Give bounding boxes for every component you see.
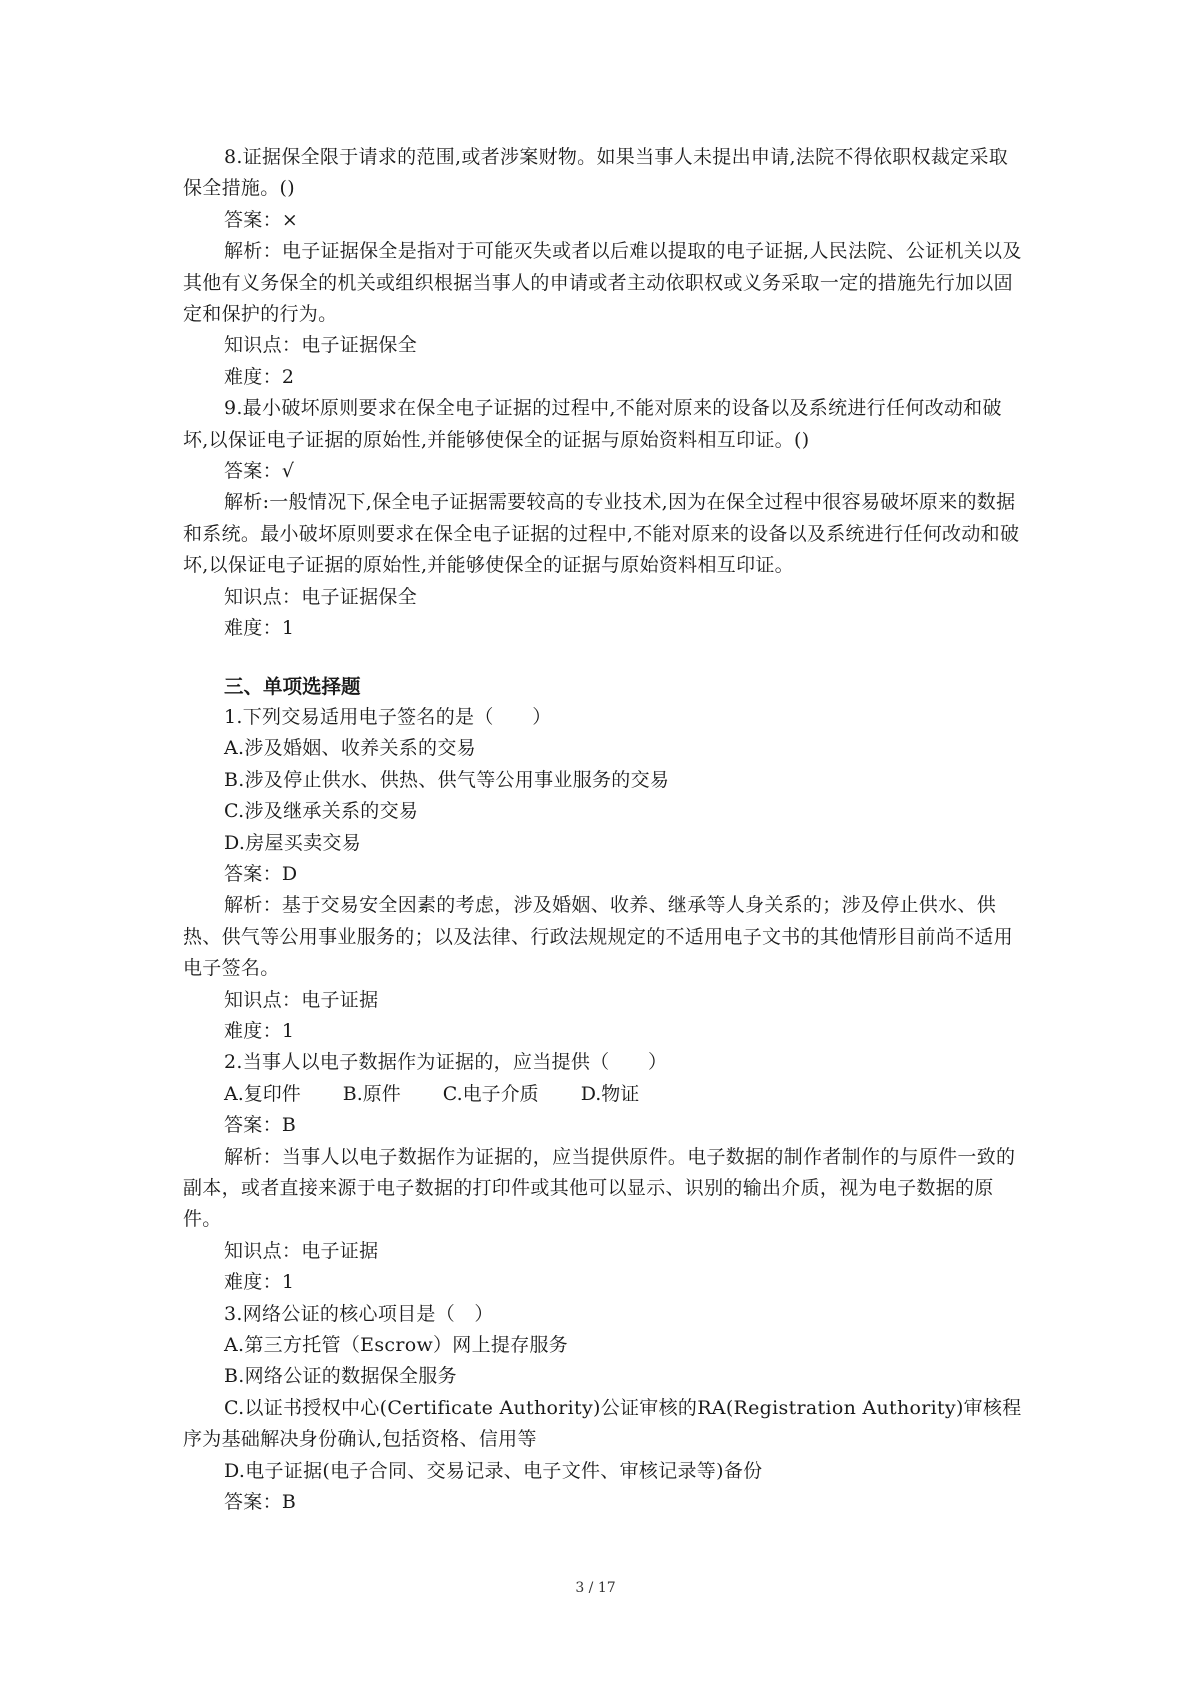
top-block: [183, 142, 1023, 645]
page-number: 3 / 17: [575, 1580, 616, 1596]
mc-answer-2: 答案：B: [224, 1114, 297, 1137]
mc-analysis-2: 解析：当事人以电子数据作为证据的，应当提供原件。电子数据的制作者制作的与原件一致的副本，或者直接来源于电子数据的打印件或其他可以显示、识别的输出介质，视为电子数据的原件。: [183, 1145, 1016, 1231]
mc-difficulty-2: 难度：1: [224, 1271, 295, 1294]
difficulty-8: 难度：2: [224, 365, 295, 388]
mc-option: B.原件: [342, 1082, 401, 1105]
difficulty-9: 难度：1: [224, 617, 295, 640]
mc-option: A.涉及婚姻、收养关系的交易: [224, 737, 476, 760]
mc-option: C.电子介质: [442, 1082, 539, 1105]
answer-9: 答案：√: [224, 460, 295, 483]
mc-knowledge-2: 知识点：电子证据: [224, 1239, 379, 1262]
mc-option: A.第三方托管（Escrow）网上提存服务: [224, 1334, 569, 1357]
mc-option: D.物证: [580, 1082, 640, 1105]
mc-question-1: 1.下列交易适用电子签名的是（ ）: [224, 705, 552, 728]
mc-question-3: 3.网络公证的核心项目是（ ）: [224, 1302, 494, 1325]
mc-answer-1: 答案：D: [224, 862, 298, 885]
mc-option: A.复印件: [224, 1082, 301, 1105]
knowledge-8: 知识点：电子证据保全: [224, 334, 418, 357]
mc-question-2: 2.当事人以电子数据作为证据的，应当提供（ ）: [224, 1051, 668, 1074]
question-8: 8.证据保全限于请求的范围,或者涉案财物。如果当事人未提出申请,法院不得依职权裁定采取保全措施。(): [183, 146, 1009, 200]
answer-8: 答案：×: [224, 208, 299, 231]
mc-option: D.房屋买卖交易: [224, 831, 361, 854]
question-9: 9.最小破坏原则要求在保全电子证据的过程中,不能对原来的设备以及系统进行任何改动和破坏,以保证电子证据的原始性,并能够使保全的证据与原始资料相互印证。(): [183, 397, 1002, 451]
mc-option: C.以证书授权中心(Certificate Authority)公证审核的RA(Registration Authority)审核程序为基础解决身份确认,包括资格、信用等: [183, 1396, 1022, 1451]
single-choice-block: [183, 702, 1023, 1519]
mc-knowledge-1: 知识点：电子证据: [224, 988, 379, 1011]
mc-options-row-2: [183, 1079, 1023, 1110]
knowledge-9: 知识点：电子证据保全: [224, 585, 418, 608]
analysis-9: 解析:一般情况下,保全电子证据需要较高的专业技术,因为在保全过程中很容易破坏原来的数据和系统。最小破坏原则要求在保全电子证据的过程中,不能对原来的设备以及系统进行任何改动和破坏,以保证电子证据的原始性,并能够使保全的证据与原始资料相互印证。: [183, 491, 1020, 577]
mc-answer-3: 答案：B: [224, 1491, 297, 1514]
analysis-8: 解析：电子证据保全是指对于可能灭失或者以后难以提取的电子证据,人民法院、公证机关以及其他有义务保全的机关或组织根据当事人的申请或者主动依职权或义务采取一定的措施先行加以固定和保护的行为。: [183, 240, 1022, 326]
mc-option: B.网络公证的数据保全服务: [224, 1365, 457, 1388]
section-heading: 三、单项选择题: [224, 674, 361, 698]
mc-analysis-1: 解析：基于交易安全因素的考虑，涉及婚姻、收养、继承等人身关系的；涉及停止供水、供热、供气等公用事业服务的；以及法律、行政法规规定的不适用电子文书的其他情形目前尚不适用电子签名。: [183, 894, 1013, 980]
mc-option: B.涉及停止供水、供热、供气等公用事业服务的交易: [224, 768, 670, 791]
mc-option: D.电子证据(电子合同、交易记录、电子文件、审核记录等)备份: [224, 1459, 763, 1482]
mc-difficulty-1: 难度：1: [224, 1019, 295, 1042]
mc-option: C.涉及继承关系的交易: [224, 800, 419, 823]
